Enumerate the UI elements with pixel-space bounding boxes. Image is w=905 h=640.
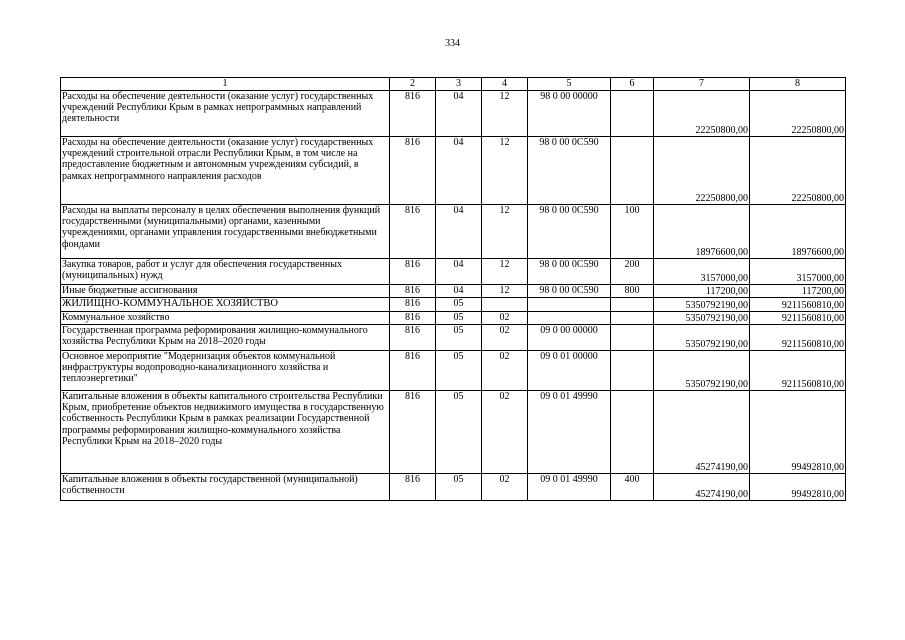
cell-subsection: 12 [482, 137, 528, 205]
cell-amount-8: 9211560810,00 [750, 298, 846, 312]
cell-section: 04 [436, 285, 482, 298]
cell-target: 98 0 00 0С590 [528, 137, 611, 205]
cell-target: 09 0 01 00000 [528, 351, 611, 391]
table-row [61, 325, 846, 351]
cell-target [528, 298, 611, 312]
cell-code: 816 [390, 137, 436, 205]
cell-section: 04 [436, 137, 482, 205]
table-row [61, 474, 846, 501]
table-row [61, 205, 846, 259]
cell-amount-7: 45274190,00 [654, 391, 750, 474]
cell-type: 100 [611, 205, 654, 259]
cell-code: 816 [390, 205, 436, 259]
cell-target: 09 0 00 00000 [528, 325, 611, 351]
cell-type [611, 137, 654, 205]
header-cell: 4 [482, 78, 528, 91]
cell-amount-8: 99492810,00 [750, 474, 846, 501]
cell-target: 98 0 00 0С590 [528, 205, 611, 259]
cell-target: 98 0 00 00000 [528, 91, 611, 137]
cell-type [611, 312, 654, 325]
cell-subsection: 02 [482, 351, 528, 391]
table-row [61, 351, 846, 391]
cell-target: 98 0 00 0С590 [528, 285, 611, 298]
cell-section: 04 [436, 91, 482, 137]
row-name: Расходы на обеспечение деятельности (оказание услуг) государственных учреждений Республики Крым в рамках непрограммных направлений деятельности [61, 91, 390, 137]
cell-subsection: 02 [482, 312, 528, 325]
header-cell: 1 [61, 78, 390, 91]
table-row [61, 259, 846, 285]
cell-type: 800 [611, 285, 654, 298]
cell-code: 816 [390, 474, 436, 501]
table-header-row [61, 78, 846, 91]
cell-type [611, 298, 654, 312]
cell-subsection: 02 [482, 325, 528, 351]
row-name: ЖИЛИЩНО-КОММУНАЛЬНОЕ ХОЗЯЙСТВО [61, 298, 390, 312]
cell-subsection: 12 [482, 259, 528, 285]
cell-code: 816 [390, 285, 436, 298]
page-number: 334 [445, 38, 460, 49]
cell-section: 05 [436, 391, 482, 474]
header-cell: 5 [528, 78, 611, 91]
cell-code: 816 [390, 351, 436, 391]
table-row [61, 91, 846, 137]
cell-amount-7: 22250800,00 [654, 91, 750, 137]
cell-type [611, 325, 654, 351]
header-cell: 8 [750, 78, 846, 91]
cell-amount-8: 22250800,00 [750, 137, 846, 205]
table-row [61, 298, 846, 312]
cell-code: 816 [390, 325, 436, 351]
budget-table [60, 77, 846, 501]
table-row [61, 312, 846, 325]
cell-type [611, 351, 654, 391]
row-name: Государственная программа реформирования жилищно-коммунального хозяйства Республики Крым на 2018–2020 годы [61, 325, 390, 351]
cell-subsection: 12 [482, 205, 528, 259]
cell-type [611, 391, 654, 474]
cell-code: 816 [390, 91, 436, 137]
cell-subsection: 02 [482, 391, 528, 474]
cell-code: 816 [390, 312, 436, 325]
cell-section: 05 [436, 298, 482, 312]
cell-target: 98 0 00 0С590 [528, 259, 611, 285]
row-name: Закупка товаров, работ и услуг для обеспечения государственных (муниципальных) нужд [61, 259, 390, 285]
cell-amount-7: 18976600,00 [654, 205, 750, 259]
cell-subsection: 12 [482, 285, 528, 298]
cell-type [611, 91, 654, 137]
table-row [61, 137, 846, 205]
cell-target [528, 312, 611, 325]
cell-amount-8: 22250800,00 [750, 91, 846, 137]
row-name: Расходы на выплаты персоналу в целях обеспечения выполнения функций государственными (муниципальными) органами, казенными учреждениями, органами управления государственными внебюджетными фондами [61, 205, 390, 259]
header-cell: 7 [654, 78, 750, 91]
cell-subsection [482, 298, 528, 312]
cell-amount-8: 18976600,00 [750, 205, 846, 259]
cell-target: 09 0 01 49990 [528, 474, 611, 501]
cell-section: 05 [436, 312, 482, 325]
cell-amount-7: 3157000,00 [654, 259, 750, 285]
header-cell: 3 [436, 78, 482, 91]
cell-amount-7: 117200,00 [654, 285, 750, 298]
cell-amount-8: 9211560810,00 [750, 325, 846, 351]
cell-subsection: 02 [482, 474, 528, 501]
row-name: Капитальные вложения в объекты капитального строительства Республики Крым, приобретение объектов недвижимого имущества в государственную собственность Республики Крым в рамках реализации Государственной программы реформирования жилищно-коммунального хозяйства Республики Крым на 2018–2020 годы [61, 391, 390, 474]
header-cell: 2 [390, 78, 436, 91]
cell-subsection: 12 [482, 91, 528, 137]
cell-section: 04 [436, 259, 482, 285]
cell-section: 04 [436, 205, 482, 259]
cell-amount-8: 117200,00 [750, 285, 846, 298]
cell-amount-7: 5350792190,00 [654, 325, 750, 351]
cell-amount-7: 22250800,00 [654, 137, 750, 205]
cell-section: 05 [436, 351, 482, 391]
cell-amount-7: 5350792190,00 [654, 312, 750, 325]
cell-amount-8: 9211560810,00 [750, 312, 846, 325]
row-name: Коммунальное хозяйство [61, 312, 390, 325]
cell-amount-7: 45274190,00 [654, 474, 750, 501]
cell-type: 400 [611, 474, 654, 501]
row-name: Капитальные вложения в объекты государственной (муниципальной) собственности [61, 474, 390, 501]
header-cell: 6 [611, 78, 654, 91]
cell-amount-7: 5350792190,00 [654, 298, 750, 312]
cell-code: 816 [390, 259, 436, 285]
row-name: Расходы на обеспечение деятельности (оказание услуг) государственных учреждений строительной отрасли Республики Крым, в том числе на предоставление бюджетным и автономным учреждениям субсидий, в рамках непрограммного направления расходов [61, 137, 390, 205]
cell-amount-8: 99492810,00 [750, 391, 846, 474]
cell-type: 200 [611, 259, 654, 285]
cell-amount-7: 5350792190,00 [654, 351, 750, 391]
cell-target: 09 0 01 49990 [528, 391, 611, 474]
table-row [61, 391, 846, 474]
table-row [61, 285, 846, 298]
row-name: Основное мероприятие "Модернизация объектов коммунальной инфраструктуры водопроводно-канализационного хозяйства и теплоэнергетики" [61, 351, 390, 391]
cell-amount-8: 3157000,00 [750, 259, 846, 285]
cell-code: 816 [390, 391, 436, 474]
cell-amount-8: 9211560810,00 [750, 351, 846, 391]
cell-code: 816 [390, 298, 436, 312]
cell-section: 05 [436, 474, 482, 501]
cell-section: 05 [436, 325, 482, 351]
row-name: Иные бюджетные ассигнования [61, 285, 390, 298]
